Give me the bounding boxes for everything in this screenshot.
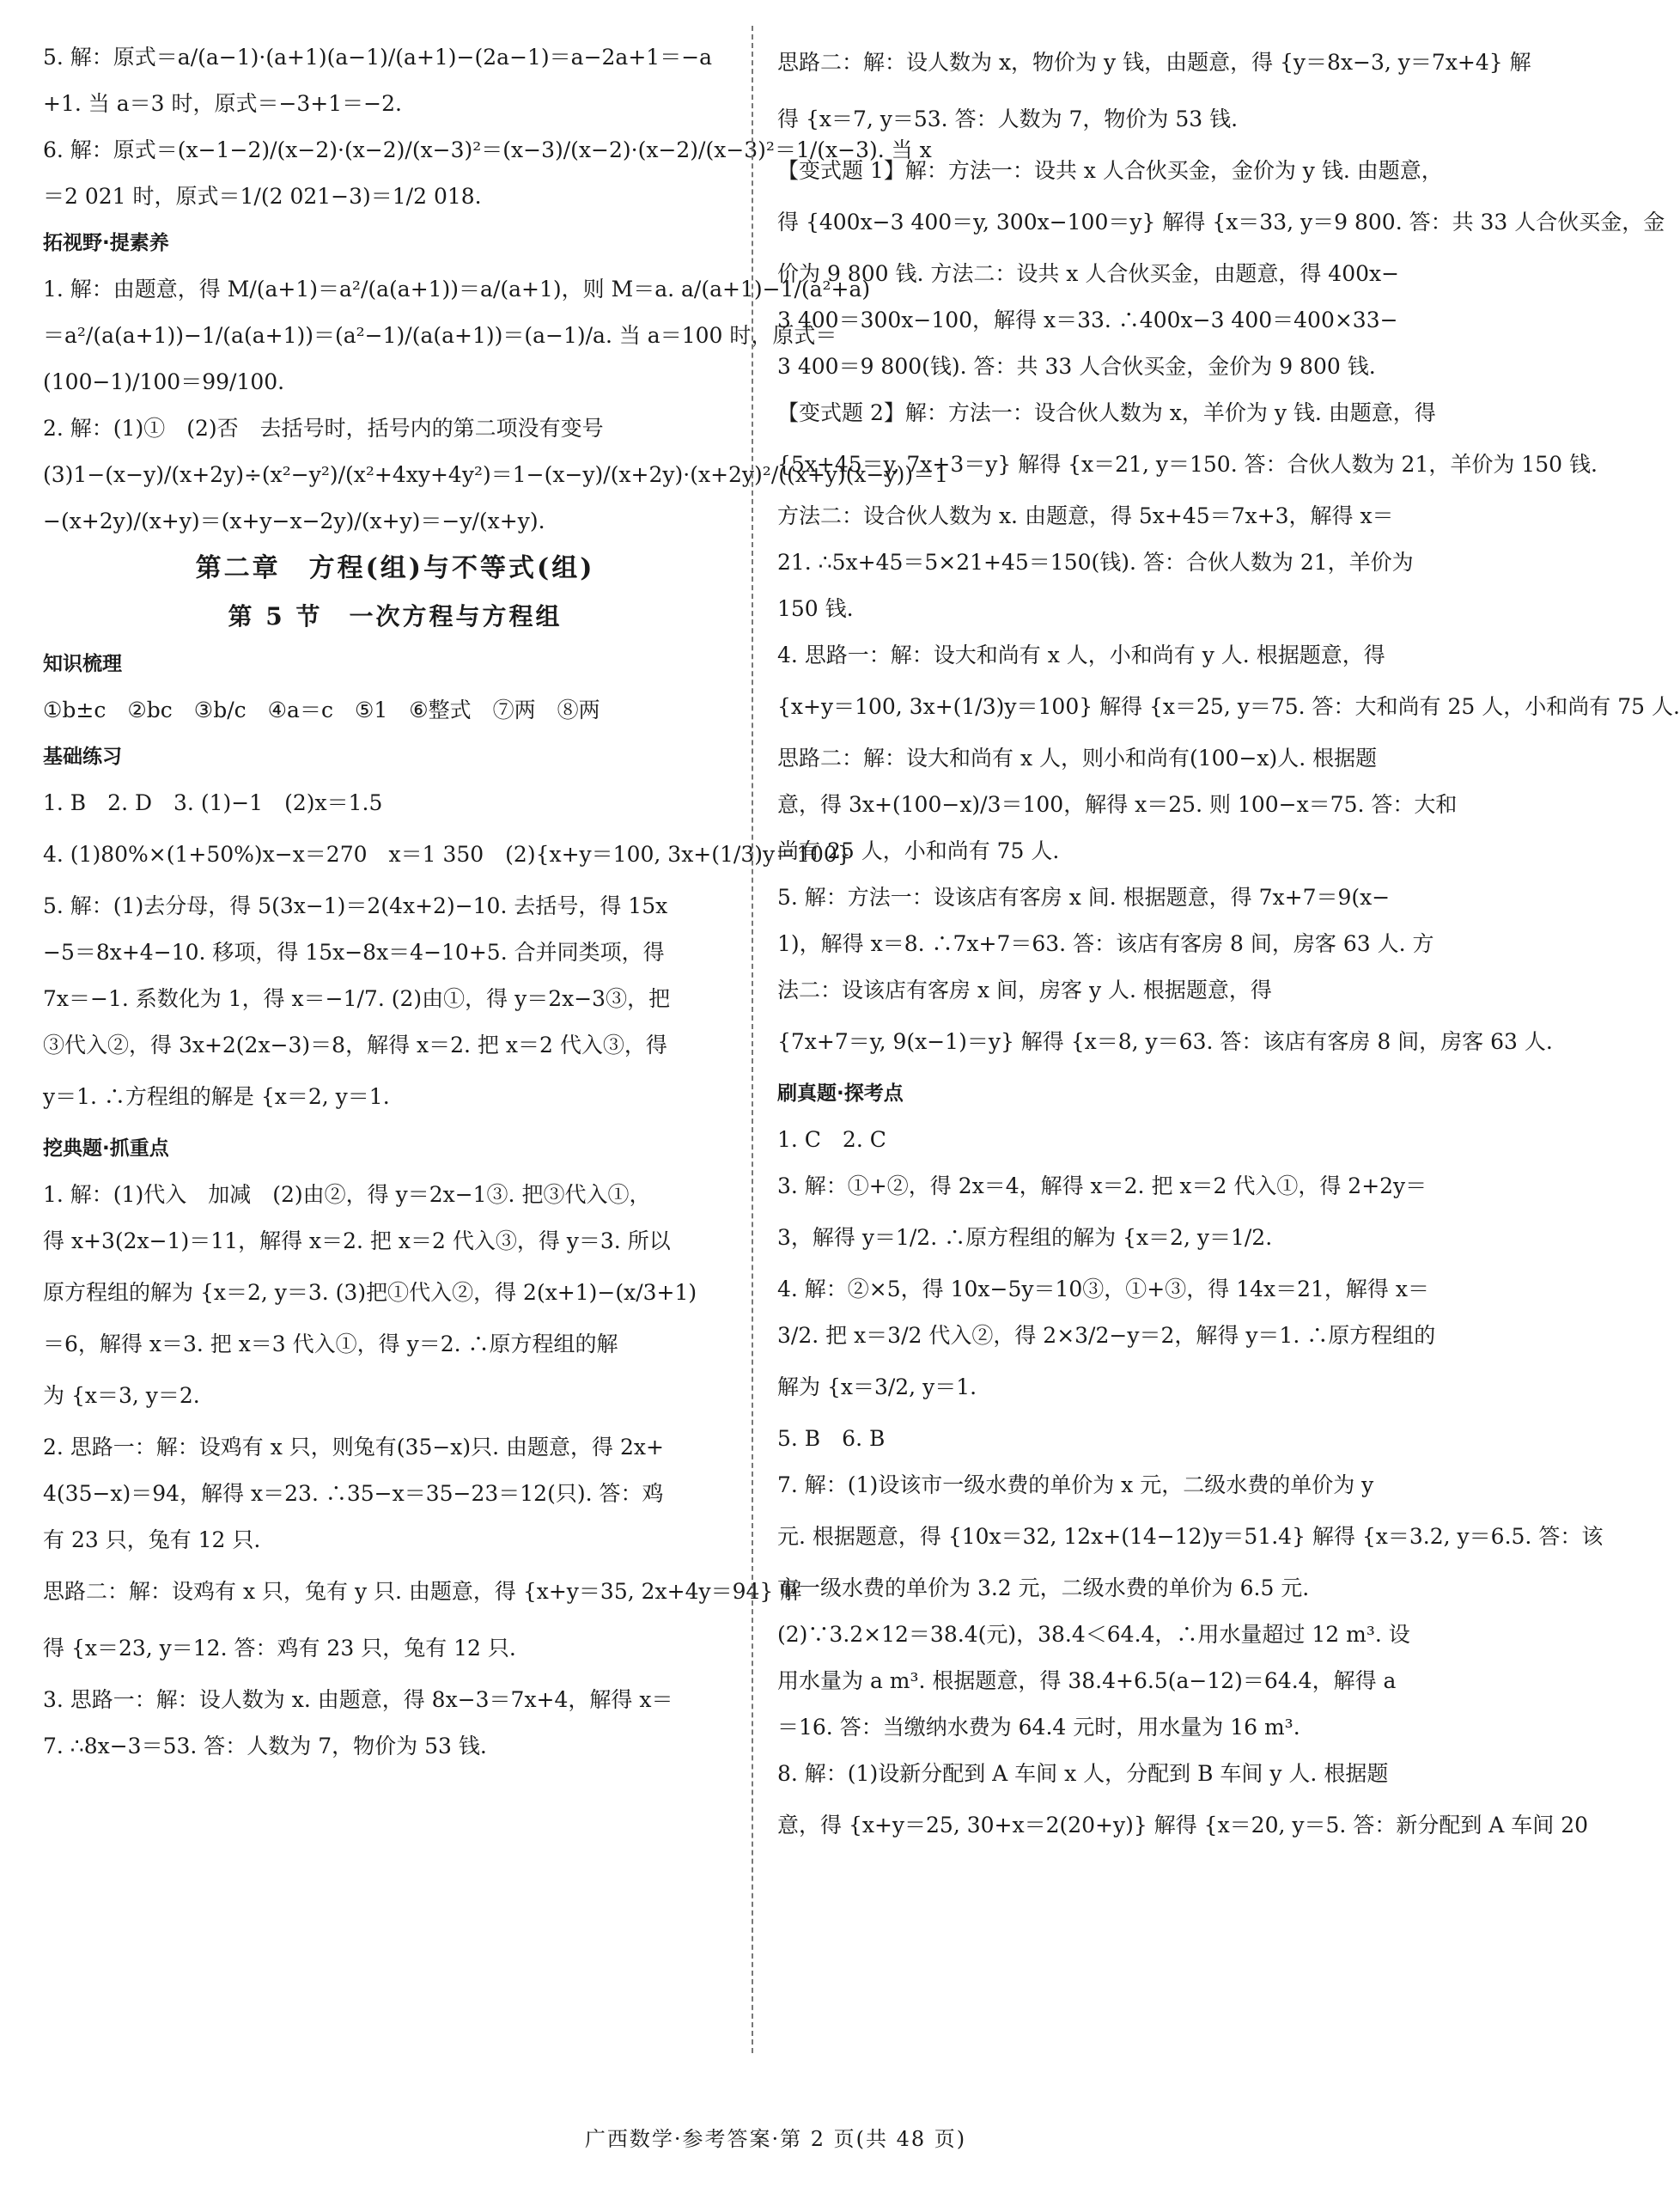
answer-line: (3)1−(x−y)/(x+2y)÷(x²−y²)/(x²+4xy+4y²)＝1−(x−y)/(x+2y)·(x+2y)²/((x+y)(x−y))＝1 <box>43 462 949 487</box>
answer-line: 4. 解：②×5，得 10x−5y＝10③，①+③，得 14x＝21，解得 x＝ <box>777 1277 1429 1301</box>
answer-line: 5. 解：方法一：设该店有客房 x 间. 根据题意，得 7x+7＝9(x− <box>777 885 1391 910</box>
answer-line: 3，解得 y＝1/2. ∴原方程组的解为 {x＝2, y＝1/2. <box>777 1225 1273 1250</box>
answer-line: 1)，解得 x＝8. ∴7x+7＝63. 答：该店有客房 8 间，房客 63 人. 方 <box>777 931 1434 956</box>
answer-line: 7. 解：(1)设该市一级水费的单价为 x 元，二级水费的单价为 y <box>777 1472 1374 1497</box>
answer-line: 得 {x＝7, y＝53. 答：人数为 7，物价为 53 钱. <box>777 107 1239 131</box>
answer-line: ＝16. 答：当缴纳水费为 64.4 元时，用水量为 16 m³. <box>777 1715 1300 1740</box>
answer-line: 3/2. 把 x＝3/2 代入②，得 2×3/2−y＝2，解得 y＝1. ∴原方程组的 <box>777 1323 1436 1348</box>
section-heading: 基础练习 <box>43 746 122 768</box>
answer-line: 方法二：设合伙人数为 x. 由题意，得 5x+45＝7x+3，解得 x＝ <box>777 503 1394 528</box>
answer-line: 5. B 6. B <box>777 1426 886 1451</box>
answer-line: 4. (1)80%×(1+50%)x−x＝270 x＝1 350 (2){x+y＝100, 3x+(1/3)y＝100} <box>43 842 851 867</box>
answer-line: 法二：设该店有客房 x 间，房客 y 人. 根据题意，得 <box>777 978 1272 1003</box>
answer-line: ＝6，解得 x＝3. 把 x＝3 代入①，得 y＝2. ∴原方程组的解 <box>43 1332 618 1356</box>
answer-line: 思路二：解：设大和尚有 x 人，则小和尚有(100−x)人. 根据题 <box>777 746 1378 771</box>
answer-line: ①b±c ②bc ③b/c ④a＝c ⑤1 ⑥整式 ⑦两 ⑧两 <box>43 698 600 722</box>
answer-line: 3 400＝9 800(钱). 答：共 33 人合伙买金，金价为 9 800 钱. <box>777 354 1376 379</box>
answer-line: 得 {x＝23, y＝12. 答：鸡有 23 只，兔有 12 只. <box>43 1636 516 1661</box>
answer-line: 1. C 2. C <box>777 1127 886 1152</box>
column-divider <box>752 26 753 2053</box>
right-column <box>777 34 1680 2085</box>
answer-line: 3 400＝300x−100，解得 x＝33. ∴400x−3 400＝400×33− <box>777 308 1398 332</box>
answer-line: 意，得 {x+y＝25, 30+x＝2(20+y)} 解得 {x＝20, y＝5. 答：新分配到 A 车间 20 <box>777 1813 1589 1838</box>
answer-line: 【变式题 1】解：方法一：设共 x 人合伙买金，金价为 y 钱. 由题意， <box>777 158 1443 183</box>
answer-line: 8. 解：(1)设新分配到 A 车间 x 人，分配到 B 车间 y 人. 根据题 <box>777 1761 1389 1786</box>
answer-line: y＝1. ∴方程组的解是 {x＝2, y＝1. <box>43 1084 390 1109</box>
answer-line: 思路二：解：设鸡有 x 只，兔有 y 只. 由题意，得 {x+y＝35, 2x+4y＝94} 解 <box>43 1579 802 1604</box>
answer-line: −(x+2y)/(x+y)＝(x+y−x−2y)/(x+y)＝−y/(x+y). <box>43 509 545 533</box>
answer-line: 1. 解：由题意，得 M/(a+1)＝a²/(a(a+1))＝a/(a+1)，则 M＝a. a/(a+1)−1/(a²+a) <box>43 277 871 302</box>
answer-line: 为 {x＝3, y＝2. <box>43 1383 200 1408</box>
answer-line: 得 {400x−3 400＝y, 300x−100＝y} 解得 {x＝33, y＝9 800. 答：共 33 人合伙买金，金 <box>777 210 1665 235</box>
section-heading: 挖典题·抓重点 <box>43 1137 169 1160</box>
answer-line: 2. 思路一：解：设鸡有 x 只，则兔有(35−x)只. 由题意，得 2x+ <box>43 1435 664 1460</box>
answer-line: 【变式题 2】解：方法一：设合伙人数为 x，羊价为 y 钱. 由题意，得 <box>777 400 1436 425</box>
answer-line: 7x＝−1. 系数化为 1，得 x＝−1/7. (2)由①，得 y＝2x−3③，把 <box>43 986 671 1011</box>
answer-line: (2)∵3.2×12＝38.4(元)，38.4＜64.4，∴用水量超过 12 m³. 设 <box>777 1622 1410 1647</box>
answer-line: {5x+45＝y, 7x+3＝y} 解得 {x＝21, y＝150. 答：合伙人数为 21，羊价为 150 钱. <box>777 452 1598 477</box>
answer-line: 5. 解：原式＝a/(a−1)·(a+1)(a−1)/(a+1)−(2a−1)＝a−2a+1＝−a <box>43 45 713 70</box>
answer-line: 4. 思路一：解：设大和尚有 x 人，小和尚有 y 人. 根据题意，得 <box>777 643 1385 667</box>
answer-line: 意，得 3x+(100−x)/3＝100，解得 x＝25. 则 100−x＝75. 答：大和 <box>777 792 1458 817</box>
answer-line: 元. 根据题意，得 {10x＝32, 12x+(14−12)y＝51.4} 解得 {x＝3.2, y＝6.5. 答：该 <box>777 1524 1604 1549</box>
answer-line: −5＝8x+4−10. 移项，得 15x−8x＝4−10+5. 合并同类项，得 <box>43 940 665 965</box>
answer-line: 3. 解：①+②，得 2x＝4，解得 x＝2. 把 x＝2 代入①，得 2+2y＝ <box>777 1173 1427 1198</box>
answer-line: 4(35−x)＝94，解得 x＝23. ∴35−x＝35−23＝12(只). 答：鸡 <box>43 1481 664 1506</box>
answer-line: 有 23 只，兔有 12 只. <box>43 1527 261 1552</box>
answer-line: 7. ∴8x−3＝53. 答：人数为 7，物价为 53 钱. <box>43 1734 487 1758</box>
answer-line: 3. 思路一：解：设人数为 x. 由题意，得 8x−3＝7x+4，解得 x＝ <box>43 1687 673 1712</box>
answer-line: 21. ∴5x+45＝5×21+45＝150(钱). 答：合伙人数为 21，羊价为 <box>777 550 1414 575</box>
answer-line: (100−1)/100＝99/100. <box>43 369 285 394</box>
answer-line: 150 钱. <box>777 596 854 621</box>
chapter-title: 第二章 方程(组)与不等式(组) <box>195 553 595 583</box>
answer-line: 原方程组的解为 {x＝2, y＝3. (3)把①代入②，得 2(x+1)−(x/3+1) <box>43 1280 697 1305</box>
answer-line: 解为 {x＝3/2, y＝1. <box>777 1374 977 1399</box>
answer-line: 尚有 25 人，小和尚有 75 人. <box>777 838 1060 863</box>
answer-line: {x+y＝100, 3x+(1/3)y＝100} 解得 {x＝25, y＝75. 答：大和尚有 25 人，小和尚有 75 人. <box>777 694 1680 719</box>
section-heading: 刷真题·探考点 <box>777 1082 904 1105</box>
section-title: 第 5 节 一次方程与方程组 <box>228 602 563 631</box>
section-heading: 知识梳理 <box>43 653 122 675</box>
answer-line: 价为 9 800 钱. 方法二：设共 x 人合伙买金，由题意，得 400x− <box>777 261 1400 286</box>
page-footer: 广西数学·参考答案·第 2 页(共 48 页) <box>584 2127 967 2151</box>
answer-line: 1. B 2. D 3. (1)−1 (2)x＝1.5 <box>43 790 383 815</box>
answer-line: ＝a²/(a(a+1))−1/(a(a+1))＝(a²−1)/(a(a+1))＝(a−1)/a. 当 a＝100 时，原式＝ <box>43 323 837 348</box>
section-heading: 拓视野·提素养 <box>43 232 169 254</box>
answer-line: ＝2 021 时，原式＝1/(2 021−3)＝1/2 018. <box>43 184 482 209</box>
answer-line: 5. 解：(1)去分母，得 5(3x−1)＝2(4x+2)−10. 去括号，得 15x <box>43 893 668 918</box>
answer-line: 1. 解：(1)代入 加减 (2)由②，得 y＝2x−1③. 把③代入①， <box>43 1182 651 1207</box>
answer-line: 6. 解：原式＝(x−1−2)/(x−2)·(x−2)/(x−3)²＝(x−3)/(x−2)·(x−2)/(x−3)²＝1/(x−3). 当 x <box>43 137 932 162</box>
answer-line: 2. 解：(1)① (2)否 去括号时，括号内的第二项没有变号 <box>43 416 604 441</box>
answer-line: {7x+7＝y, 9(x−1)＝y} 解得 {x＝8, y＝63. 答：该店有客房 8 间，房客 63 人. <box>777 1029 1553 1054</box>
answer-line: 市一级水费的单价为 3.2 元，二级水费的单价为 6.5 元. <box>777 1575 1310 1600</box>
answer-line: 用水量为 a m³. 根据题意，得 38.4+6.5(a−12)＝64.4，解得 a <box>777 1668 1397 1693</box>
answer-line: ③代入②，得 3x+2(2x−3)＝8，解得 x＝2. 把 x＝2 代入③，得 <box>43 1033 667 1057</box>
answer-line: +1. 当 a＝3 时，原式＝−3+1＝−2. <box>43 91 402 116</box>
answer-line: 得 x+3(2x−1)＝11，解得 x＝2. 把 x＝2 代入③，得 y＝3. 所以 <box>43 1228 671 1253</box>
answer-line: 思路二：解：设人数为 x，物价为 y 钱，由题意，得 {y＝8x−3, y＝7x+4} 解 <box>777 50 1531 75</box>
